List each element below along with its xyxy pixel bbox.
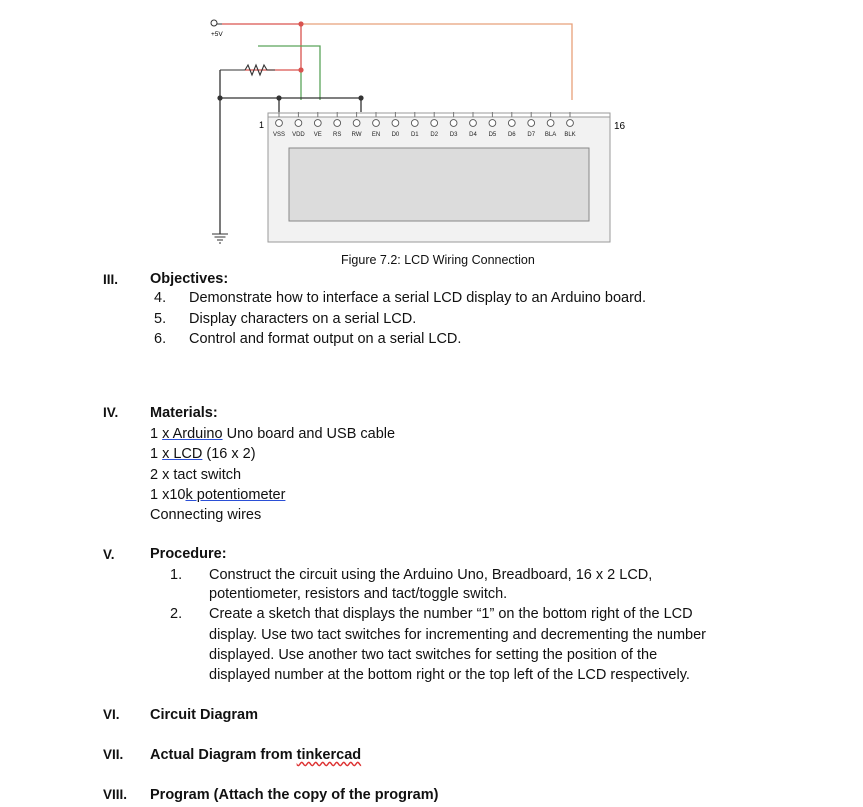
- objective-number: 4.: [154, 290, 167, 306]
- procedure-step-text: displayed. Use another two tact switches for setting the position of the: [209, 647, 658, 663]
- spellcheck-link[interactable]: k potentiometer: [185, 487, 286, 503]
- program-heading: Program (Attach the copy of the program): [150, 787, 439, 803]
- material-item: [150, 487, 285, 503]
- objective-number: 6.: [154, 331, 167, 347]
- lcd-pin: [373, 120, 380, 127]
- material-item: 2 x tact switch: [150, 467, 242, 483]
- procedure-step-text: displayed number at the bottom right or the top left of the LCD respectively.: [209, 667, 690, 683]
- circuit-heading: Circuit Diagram: [150, 707, 258, 723]
- lcd-pin-label: D1: [410, 132, 419, 138]
- procedure-heading: Procedure:: [150, 546, 227, 562]
- lcd-pin-label: D5: [488, 132, 497, 138]
- objectives-heading: Objectives:: [150, 271, 229, 287]
- material-item: [150, 426, 395, 442]
- pin-last-label: 16: [614, 121, 626, 132]
- lcd-pin: [508, 120, 515, 127]
- material-item: [150, 446, 256, 462]
- objective-item: Demonstrate how to interface a serial LCD display to an Arduino board.: [189, 290, 646, 306]
- objective-item: Control and format output on a serial LCD.: [189, 331, 462, 347]
- lcd-pin-label: VE: [313, 132, 322, 138]
- lcd-pin-label: D2: [430, 132, 439, 138]
- lcd-pin: [411, 120, 418, 127]
- lcd-pin: [470, 120, 477, 127]
- actual-number: VII.: [103, 747, 124, 762]
- procedure-step-text: potentiometer, resistors and tact/toggle switch.: [209, 586, 508, 602]
- lcd-pin: [314, 120, 321, 127]
- lcd-pin-label: BLA: [544, 132, 557, 138]
- lcd-pin: [392, 120, 399, 127]
- lcd-pin-label: BLK: [564, 132, 576, 138]
- spellcheck-link[interactable]: x Arduino: [162, 426, 223, 442]
- supply-label: +5V: [211, 31, 223, 38]
- lcd-pin-label: RW: [351, 132, 362, 138]
- backlight-wire: [301, 24, 572, 100]
- lcd-pin: [547, 120, 554, 127]
- lcd-pin-label: D6: [507, 132, 516, 138]
- material-desc: (16 x 2): [202, 446, 256, 462]
- actual-heading-text: Actual Diagram from: [150, 747, 297, 763]
- lcd-pin-label: RS: [333, 132, 342, 138]
- lcd-pin-label: VSS: [272, 132, 286, 138]
- procedure-step-text: display. Use two tact switches for incrementing and decrementing the number: [209, 627, 707, 643]
- materials-number: IV.: [103, 405, 119, 420]
- material-qty: 1 x10: [150, 487, 186, 503]
- lcd-pin: [431, 120, 438, 127]
- lcd-pin-label: D4: [469, 132, 477, 138]
- lcd-pin-label: D3: [449, 132, 458, 138]
- objective-item: Display characters on a serial LCD.: [189, 311, 417, 327]
- lcd-pin: [489, 120, 496, 127]
- procedure-step-text: Create a sketch that displays the number “1” on the bottom right of the LCD: [209, 606, 693, 622]
- objectives-number: III.: [103, 272, 119, 287]
- program-number: VIII.: [103, 787, 128, 802]
- pin-first-label: 1: [259, 120, 265, 130]
- lcd-pin: [450, 120, 457, 127]
- lcd-pin-label: VDD: [292, 132, 305, 138]
- lcd-pin: [276, 120, 283, 127]
- lcd-pin: [353, 120, 360, 127]
- actual-heading: [150, 747, 361, 763]
- spellcheck-word[interactable]: tinkercad: [296, 747, 362, 763]
- materials-heading: Materials:: [150, 405, 218, 421]
- ground-symbol: [212, 234, 228, 243]
- lcd-pin: [295, 120, 302, 127]
- lcd-wiring-diagram: [0, 0, 863, 270]
- material-desc: Uno board and USB cable: [222, 426, 396, 442]
- circuit-number: VI.: [103, 707, 120, 722]
- wiper-wire: [258, 46, 320, 100]
- procedure-number: V.: [103, 547, 115, 562]
- lcd-pin-label: D7: [527, 132, 536, 138]
- supply-wire: [222, 24, 301, 70]
- material-qty: 1: [150, 426, 163, 442]
- material-qty: 1: [150, 446, 163, 462]
- lcd-pin: [334, 120, 341, 127]
- objective-number: 5.: [154, 311, 167, 327]
- lcd-pin: [528, 120, 535, 127]
- lcd-pin: [567, 120, 574, 127]
- lcd-pin-label: D0: [391, 132, 400, 138]
- procedure-step-text: Construct the circuit using the Arduino Uno, Breadboard, 16 x 2 LCD,: [209, 567, 653, 583]
- spellcheck-link[interactable]: x LCD: [162, 446, 203, 462]
- lcd-screen: [289, 148, 589, 221]
- procedure-step-number: 1.: [170, 567, 183, 583]
- procedure-step-number: 2.: [170, 606, 183, 622]
- material-item: Connecting wires: [150, 507, 262, 523]
- figure-caption: Figure 7.2: LCD Wiring Connection: [341, 253, 535, 267]
- lcd-pin-label: EN: [371, 132, 381, 138]
